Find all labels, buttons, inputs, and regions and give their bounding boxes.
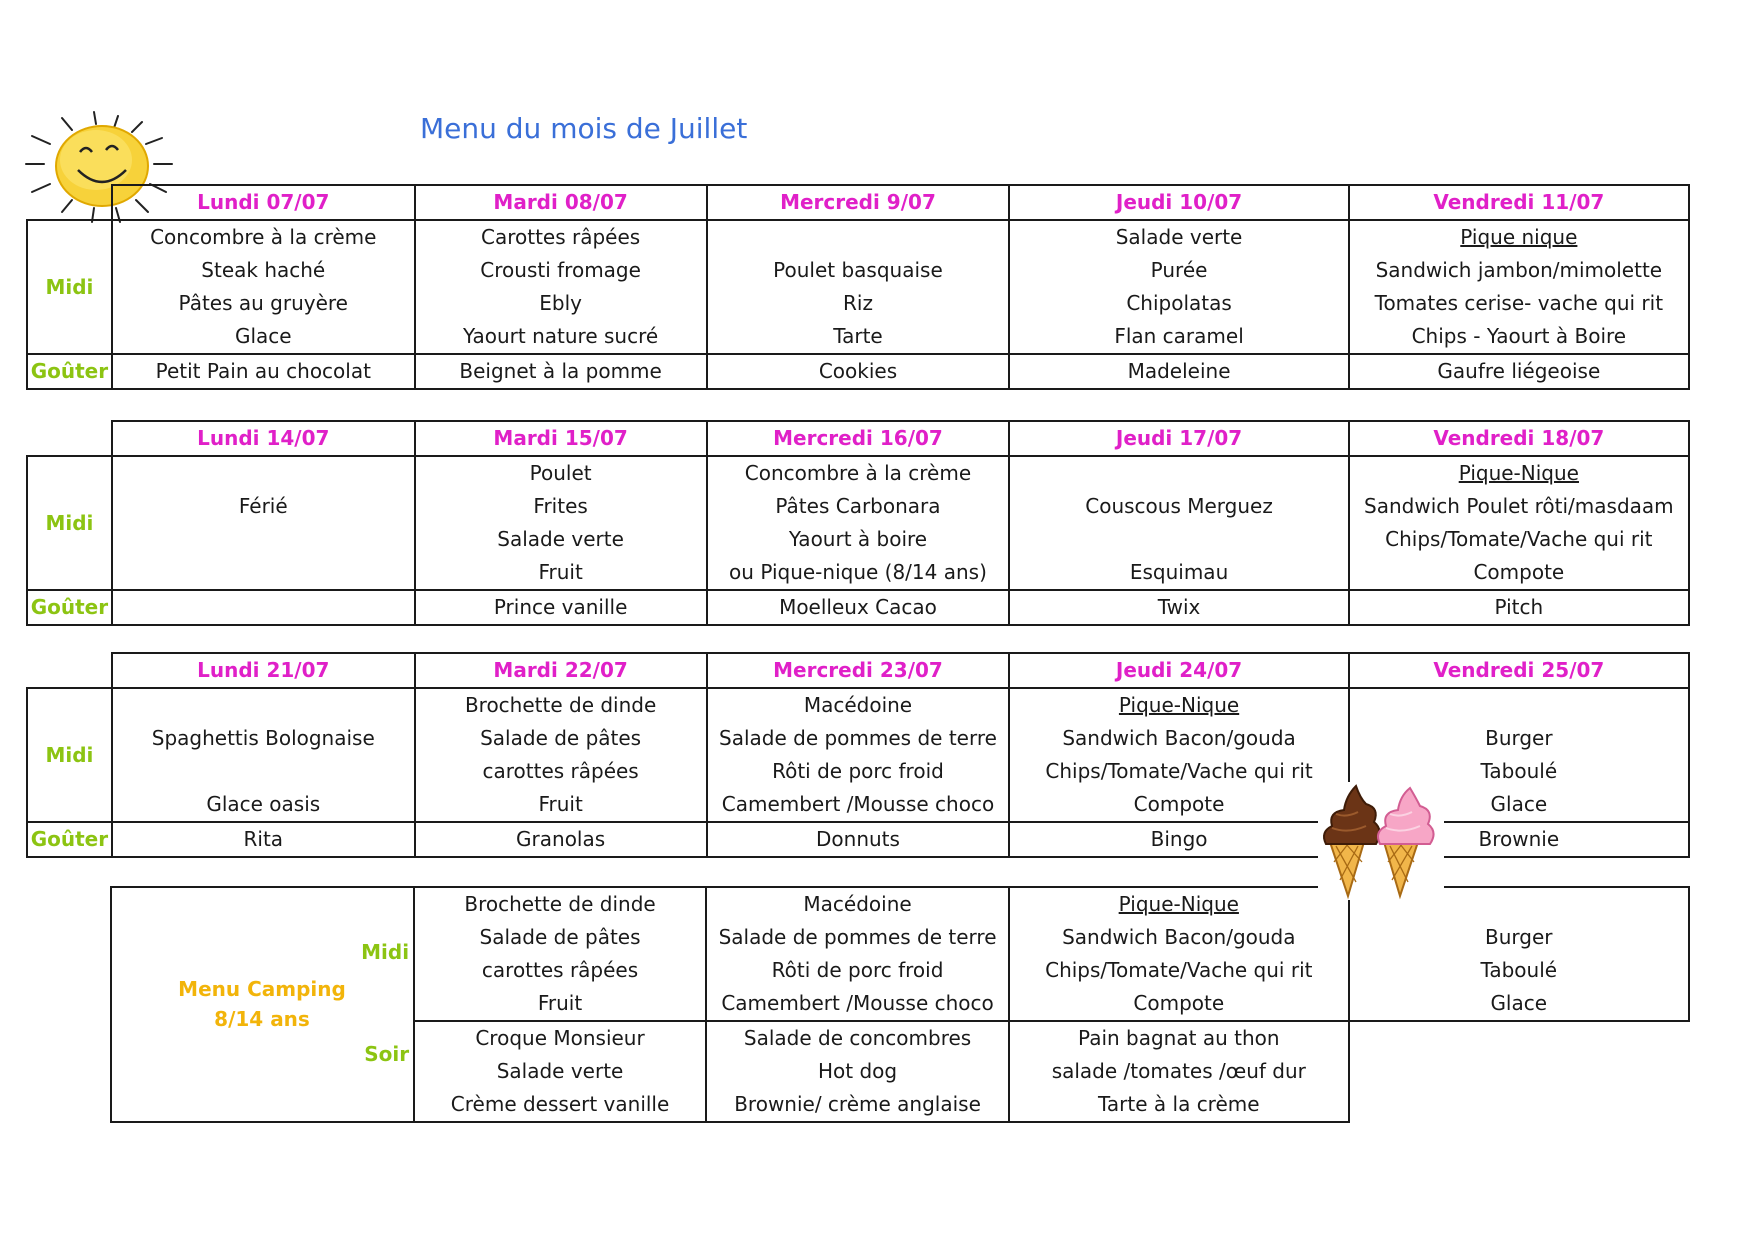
gouter-cell: Granolas [415, 822, 707, 857]
camping-title: Menu Camping [178, 977, 346, 1001]
day-header: Mercredi 9/07 [707, 185, 1010, 220]
camping-label-cell [111, 887, 414, 1122]
gouter-cell: Petit Pain au chocolat [112, 354, 415, 389]
gouter-cell: Pitch [1349, 590, 1689, 625]
day-header: Lundi 14/07 [112, 421, 415, 456]
menu-cell: Pique-Nique Sandwich Bacon/gouda Chips/Tomate/Vache qui rit Compote [1009, 688, 1348, 822]
day-header: Lundi 07/07 [112, 185, 415, 220]
day-header: Jeudi 24/07 [1009, 653, 1348, 688]
camping-table [110, 886, 1690, 1123]
menu-cell: Pique-Nique Sandwich Bacon/gouda Chips/Tomate/Vache qui rit Compote [1009, 887, 1348, 1021]
midi-label: Midi [27, 220, 112, 354]
menu-cell: Brochette de dinde Salade de pâtes carottes râpées Fruit [414, 887, 706, 1021]
week-1-table [26, 184, 1690, 390]
midi-label: Midi [27, 688, 112, 822]
menu-cell: Concombre à la crème Pâtes Carbonara Yaourt à boire ou Pique-nique (8/14 ans) [707, 456, 1010, 590]
gouter-cell: Gaufre liégeoise [1349, 354, 1689, 389]
day-header: Jeudi 17/07 [1009, 421, 1348, 456]
day-header: Mardi 15/07 [415, 421, 707, 456]
day-header: Mardi 22/07 [415, 653, 707, 688]
gouter-cell: Moelleux Cacao [707, 590, 1010, 625]
menu-cell: Burger Taboulé Glace [1349, 688, 1689, 822]
menu-cell: Salade verte Purée Chipolatas Flan caramel [1009, 220, 1348, 354]
gouter-cell: Madeleine [1009, 354, 1348, 389]
midi-label: Midi [27, 456, 112, 590]
gouter-label: Goûter [27, 822, 112, 857]
menu-cell: Poulet basquaise Riz Tarte [707, 220, 1010, 354]
menu-cell: Carottes râpées Crousti fromage Ebly Yaourt nature sucré [415, 220, 707, 354]
day-header: Vendredi 18/07 [1349, 421, 1689, 456]
menu-cell: Macédoine Salade de pommes de terre Rôti de porc froid Camembert /Mousse choco [706, 887, 1009, 1021]
menu-cell: Pique-Nique Sandwich Poulet rôti/masdaam Chips/Tomate/Vache qui rit Compote [1349, 456, 1689, 590]
menu-cell: Brochette de dinde Salade de pâtes carottes râpées Fruit [415, 688, 707, 822]
day-header: Mardi 08/07 [415, 185, 707, 220]
day-header: Vendredi 25/07 [1349, 653, 1689, 688]
day-header: Vendredi 11/07 [1349, 185, 1689, 220]
midi-label: Midi [361, 940, 410, 964]
gouter-cell: Cookies [707, 354, 1010, 389]
gouter-cell: Rita [112, 822, 415, 857]
menu-cell: Pain bagnat au thon salade /tomates /œuf dur Tarte à la crème [1009, 1021, 1348, 1122]
menu-cell: Poulet Frites Salade verte Fruit [415, 456, 707, 590]
gouter-cell: Donnuts [707, 822, 1010, 857]
day-header: Mercredi 16/07 [707, 421, 1010, 456]
gouter-cell: Brownie [1349, 822, 1689, 857]
menu-cell: Burger Taboulé Glace [1349, 887, 1689, 1021]
menu-cell: Couscous Merguez Esquimau [1009, 456, 1348, 590]
soir-label: Soir [364, 1042, 410, 1066]
page-title: Menu du mois de Juillet [420, 112, 748, 145]
gouter-cell: Bingo [1009, 822, 1348, 857]
day-header: Lundi 21/07 [112, 653, 415, 688]
day-header: Jeudi 10/07 [1009, 185, 1348, 220]
day-header: Mercredi 23/07 [707, 653, 1010, 688]
menu-cell: Croque Monsieur Salade verte Crème dessert vanille [414, 1021, 706, 1122]
gouter-cell [112, 590, 415, 625]
gouter-cell: Beignet à la pomme [415, 354, 707, 389]
menu-cell: Férié [112, 456, 415, 590]
menu-cell: Pique nique Sandwich jambon/mimolette Tomates cerise- vache qui rit Chips - Yaourt à Boire [1349, 220, 1689, 354]
gouter-cell: Prince vanille [415, 590, 707, 625]
camping-age: 8/14 ans [214, 1007, 310, 1031]
ice-cream-icon [1318, 782, 1444, 900]
menu-cell: Macédoine Salade de pommes de terre Rôti de porc froid Camembert /Mousse choco [707, 688, 1010, 822]
gouter-cell: Twix [1009, 590, 1348, 625]
gouter-label: Goûter [27, 354, 112, 389]
menu-cell: Concombre à la crème Steak haché Pâtes au gruyère Glace [112, 220, 415, 354]
menu-cell: Salade de concombres Hot dog Brownie/ crème anglaise [706, 1021, 1009, 1122]
gouter-label: Goûter [27, 590, 112, 625]
menu-cell: Spaghettis Bolognaise Glace oasis [112, 688, 415, 822]
week-2-table [26, 420, 1690, 626]
